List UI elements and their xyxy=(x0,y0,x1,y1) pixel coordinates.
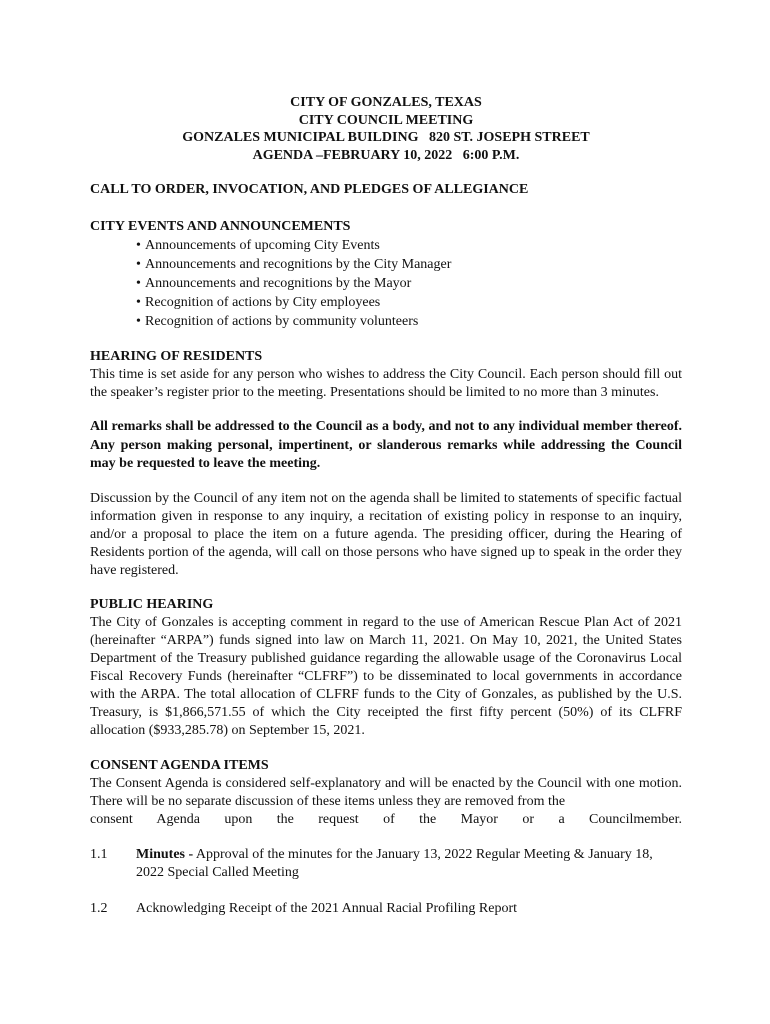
hearing-discussion: Discussion by the Council of any item not on the agenda shall be limited to statements of specific factual information given in response to any inquiry, a recitation of existing policy in response to an inquiry, and/or a proposal to place the item on a future agenda. The presiding officer, during the Hearing of Residents portion of the agenda, will call on those persons who have signed up to speak in the order they have registered. xyxy=(90,490,682,578)
list-item: • Announcements and recognitions by the City Manager xyxy=(136,257,452,272)
list-item: • Recognition of actions by City employees xyxy=(136,295,381,310)
consent-item xyxy=(90,846,682,882)
item-lead: Minutes - xyxy=(136,846,194,862)
consent-body: The Consent Agenda is considered self-explanatory and will be enacted by the Council with one motion. There will be no separate discussion of these items unless they are removed from the xyxy=(90,775,682,809)
item-text: Acknowledging Receipt of the 2021 Annual Racial Profiling Report xyxy=(136,900,518,916)
public-hearing-heading: PUBLIC HEARING xyxy=(90,596,214,612)
item-body xyxy=(136,900,682,918)
consent-section xyxy=(90,757,682,918)
city-name: CITY OF GONZALES, TEXAS xyxy=(290,95,482,110)
list-item: • Announcements of upcoming City Events xyxy=(136,238,380,253)
hearing-heading: HEARING OF RESIDENTS xyxy=(90,349,263,364)
events-section xyxy=(90,218,682,331)
hearing-intro: This time is set aside for any person who wishes to address the City Council. Each person should fill out the speaker’s register prior to the meeting. Presentations should be limited to no more than 3 minutes. xyxy=(90,367,682,400)
consent-body-last-line: consent Agenda upon the request of the Mayor or a Councilmember. xyxy=(90,811,682,827)
agenda-document xyxy=(90,94,682,918)
hearing-section xyxy=(90,348,682,580)
events-heading: CITY EVENTS AND ANNOUNCEMENTS xyxy=(90,219,351,234)
agenda-date: AGENDA –FEBRUARY 10, 2022 6:00 P.M. xyxy=(252,147,520,163)
consent-heading: CONSENT AGENDA ITEMS xyxy=(90,757,269,773)
public-hearing-body: The City of Gonzales is accepting comment in regard to the use of American Rescue Plan Act of 2021 (hereinafter “ARPA”) funds signed into law on March 11, 2021. On May 10, 2021, the United States Department of the Treasury published guidance regarding the allowable usage of the Coronavirus Local Fiscal Recovery Funds (hereinafter “CLFRF”) to be disseminated to local governments in accordance with the ARPA. The total allocation of CLFRF funds to the City of Gonzales, as published by the U.S. Treasury, is $1,866,571.55 of which the City receipted the first fifty percent (50%) of its CLFRF allocation ($933,285.78) on September 15, 2021. xyxy=(90,614,682,738)
hearing-remarks: All remarks shall be addressed to the Council as a body, and not to any individual member thereof. Any person making personal, impertinent, or slanderous remarks while addressing the Council may be requested to leave the meeting. xyxy=(90,419,682,471)
item-text: Approval of the minutes for the January 13, 2022 Regular Meeting & January 18, 2022 Special Called Meeting xyxy=(136,846,653,880)
meeting-location: GONZALES MUNICIPAL BUILDING 820 ST. JOSEPH STREET xyxy=(182,130,590,145)
public-hearing-section xyxy=(90,596,682,740)
item-body xyxy=(136,846,682,882)
meeting-type: CITY COUNCIL MEETING xyxy=(298,112,474,128)
consent-item xyxy=(90,900,682,918)
call-to-order-heading: CALL TO ORDER, INVOCATION, AND PLEDGES OF ALLEGIANCE xyxy=(90,182,529,197)
list-item: • Recognition of actions by community volunteers xyxy=(136,314,419,329)
item-number: 1.2 xyxy=(90,900,108,916)
document-header xyxy=(90,94,682,164)
item-number: 1.1 xyxy=(90,846,108,862)
events-list xyxy=(90,236,682,331)
list-item: • Announcements and recognitions by the Mayor xyxy=(136,276,412,291)
